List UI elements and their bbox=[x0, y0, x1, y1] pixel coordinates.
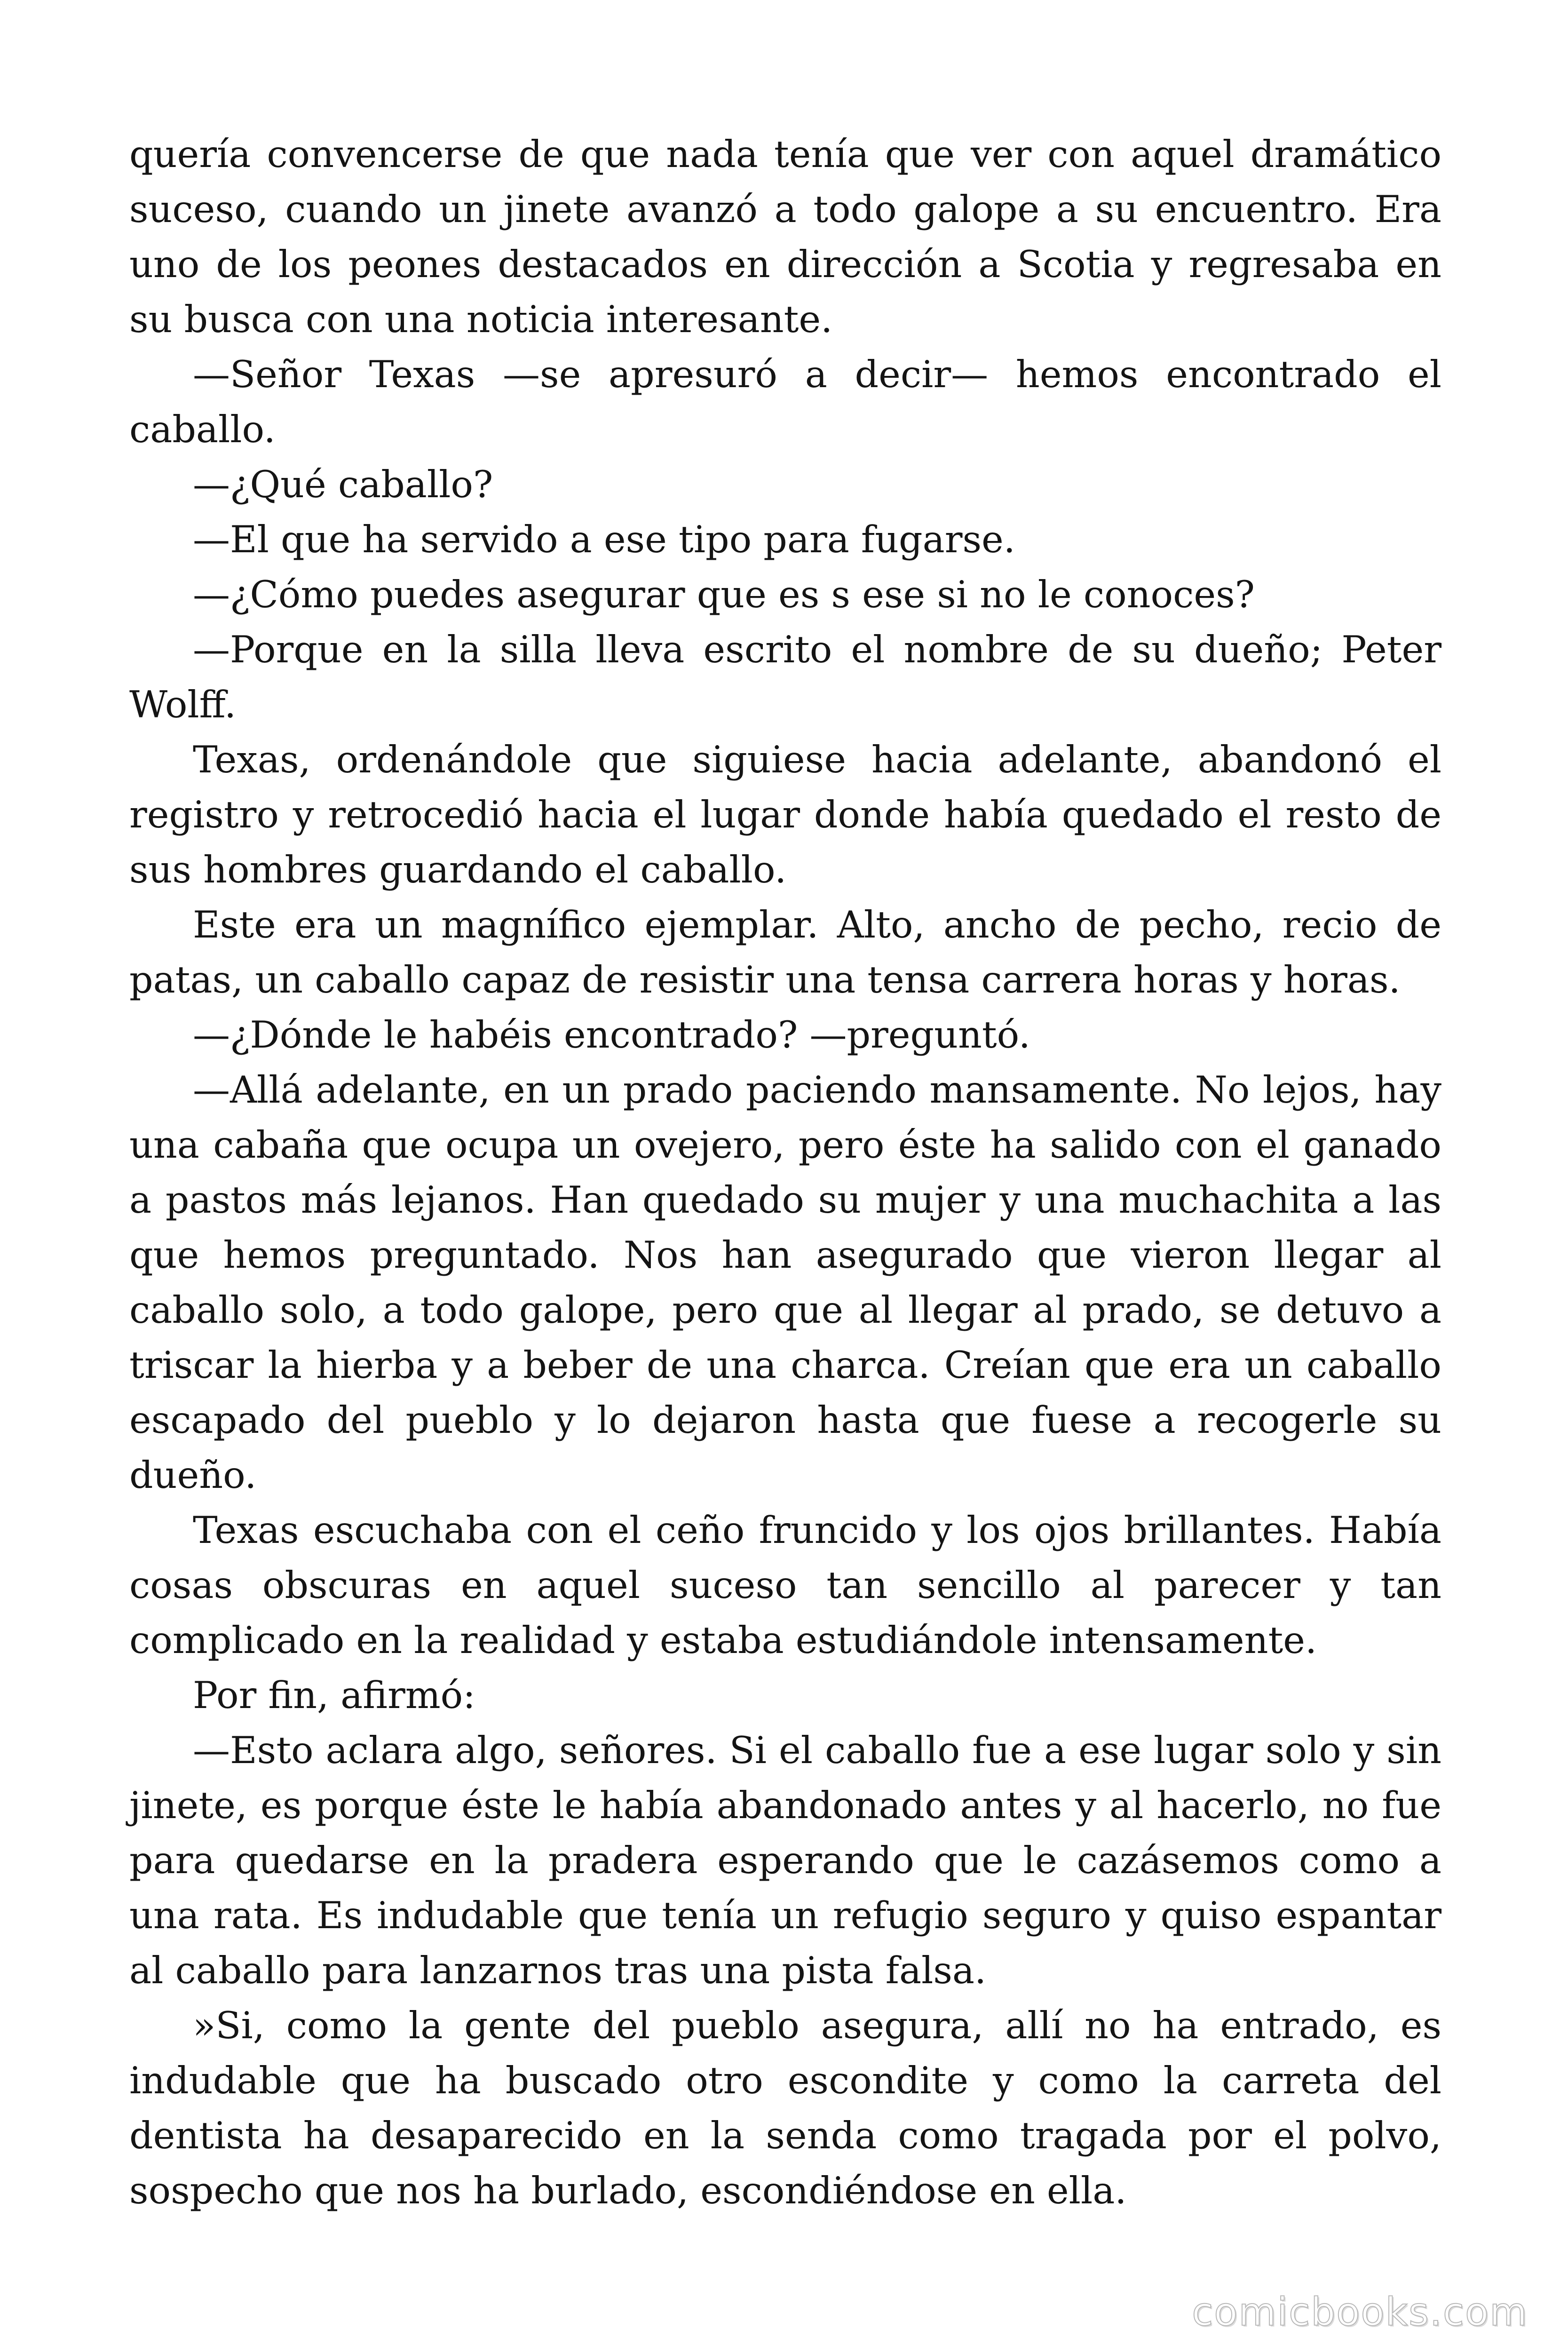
paragraph: —Porque en la silla lleva escrito el nombre de su dueño; Peter Wolff. bbox=[129, 628, 1441, 726]
paragraph: —¿Cómo puedes asegurar que es s ese si no le conoces? bbox=[193, 573, 1255, 616]
page-body bbox=[129, 127, 1441, 2218]
paragraph: —¿Qué caballo? bbox=[193, 463, 493, 506]
paragraph: Este era un magnífico ejemplar. Alto, ancho de pecho, recio de patas, un caballo capaz de resistir una tensa carrera horas y horas. bbox=[129, 903, 1441, 1001]
paragraph: »Si, como la gente del pueblo asegura, allí no ha entrado, es indudable que ha buscado otro escondite y como la carreta del dentista ha desaparecido en la senda como tragada por el polvo, sospecho que nos ha burlado, escondiéndose en ella. bbox=[129, 2004, 1441, 2212]
paragraph: —Señor Texas —se apresuró a decir— hemos encontrado el caballo. bbox=[129, 353, 1441, 451]
paragraph: —Allá adelante, en un prado paciendo mansamente. No lejos, hay una cabaña que ocupa un ovejero, pero éste ha salido con el ganado a pastos más lejanos. Han quedado su mujer y una muchachita a las que hemos preguntado. Nos han asegurado que vieron llegar al caballo solo, a todo galope, pero que al llegar al prado, se detuvo a triscar la hierba y a beber de una charca. Creían que era un caballo escapado del pueblo y lo dejaron hasta que fuese a recogerle su dueño. bbox=[129, 1068, 1441, 1497]
watermark-logo: comicbooks.com bbox=[1192, 2290, 1528, 2335]
paragraph: —Esto aclara algo, señores. Si el caballo fue a ese lugar solo y sin jinete, es porque éste le había abandonado antes y al hacerlo, no fue para quedarse en la pradera esperando que le cazásemos como a una rata. Es indudable que tenía un refugio seguro y quiso espantar al caballo para lanzarnos tras una pista falsa. bbox=[129, 1729, 1441, 1992]
paragraph: —¿Dónde le habéis encontrado? —preguntó. bbox=[193, 1013, 1030, 1057]
paragraph: Texas escuchaba con el ceño fruncido y los ojos brillantes. Había cosas obscuras en aquel suceso tan sencillo al parecer y tan complicado en la realidad y estaba estudiándole intensamente. bbox=[129, 1509, 1441, 1662]
paragraph: Texas, ordenándole que siguiese hacia adelante, abandonó el registro y retrocedió hacia el lugar donde había quedado el resto de sus hombres guardando el caballo. bbox=[129, 738, 1441, 891]
paragraph: —El que ha servido a ese tipo para fugarse. bbox=[193, 518, 1015, 561]
paragraph: quería convencerse de que nada tenía que ver con aquel dramático suceso, cuando un jinete avanzó a todo galope a su encuentro. Era uno de los peones destacados en dirección a Scotia y regresaba en su busca con una noticia interesante. bbox=[129, 133, 1441, 341]
paragraph: Por fin, afirmó: bbox=[193, 1674, 475, 1717]
